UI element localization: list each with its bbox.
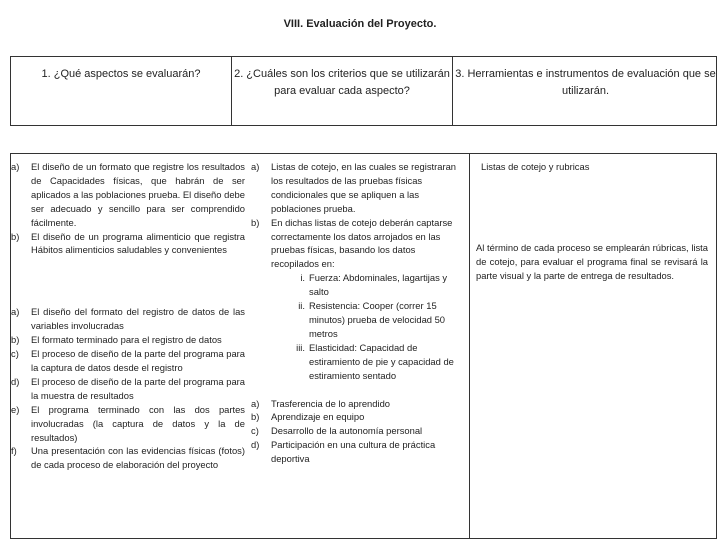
list-item <box>251 216 465 272</box>
list-marker: c) <box>11 348 19 360</box>
aspects-column <box>11 154 251 538</box>
list-text: El diseño del formato del registro de datos de las variables involucradas <box>31 306 245 332</box>
list-text: Elasticidad: Capacidad de estiramiento de pie y capacidad de estiramiento sentado <box>309 341 454 381</box>
list-text: Participación en una cultura de práctica deportiva <box>271 439 436 465</box>
list-text: Listas de cotejo, en las cuales se registraran los resultados de las pruebas físicas condicionales que se apliquen a las poblaciones prueba. <box>271 161 456 214</box>
list-marker: a) <box>11 161 20 172</box>
list-marker: d) <box>251 439 260 451</box>
list-item <box>11 230 245 258</box>
list-marker: e) <box>11 403 20 415</box>
sub-list-item <box>298 299 465 341</box>
list-marker: b) <box>251 216 260 228</box>
list-text: El formato terminado para el registro de datos <box>31 334 222 346</box>
list-marker: b) <box>11 230 20 242</box>
list-text: Resistencia: Cooper (correr 15 minutos) prueba de velocidad 50 metros <box>309 300 446 339</box>
list-marker: c) <box>251 425 259 437</box>
list-text: Aprendizaje en equipo <box>271 411 365 423</box>
list-marker: i. <box>300 272 305 284</box>
tools-column <box>469 154 718 538</box>
page-title: VIII. Evaluación del Proyecto. <box>283 18 437 30</box>
list-item <box>11 403 245 445</box>
content-table <box>10 153 717 539</box>
tools-description: Al término de cada proceso se emplearán rúbricas, lista de cotejo, para evaluar el programa final se revisará la parte visual y la parte de entrega de resultados. <box>476 241 708 281</box>
list-text: El proceso de diseño de la parte del programa para la captura de datos desde el registro <box>31 348 245 373</box>
header-aspects: 1. ¿Qué aspectos se evaluarán? <box>41 68 201 80</box>
sub-list-item <box>296 341 465 383</box>
list-marker: a) <box>251 161 260 172</box>
list-item <box>11 160 245 230</box>
list-marker: b) <box>11 334 20 346</box>
list-marker: a) <box>11 306 20 318</box>
list-marker: ii. <box>298 300 305 312</box>
list-item <box>11 347 245 375</box>
list-item <box>11 333 245 347</box>
list-marker: iii. <box>296 341 305 353</box>
list-item <box>11 375 245 403</box>
list-item <box>11 444 245 472</box>
list-marker: b) <box>251 411 260 423</box>
list-text: En dichas listas de cotejo deberán captarse correctamente los datos arrojados en las pruebas físicas, basando los datos recopilados en: <box>271 216 453 270</box>
list-marker: a) <box>251 397 260 409</box>
list-text: Fuerza: Abdominales, lagartijas y salto <box>309 272 448 298</box>
list-text: Trasferencia de lo aprendido <box>271 397 390 409</box>
criteria-column <box>251 154 469 538</box>
header-tools: 3. Herramientas e instrumentos de evaluación que se utilizarán. <box>455 68 716 97</box>
list-text: El diseño de un programa alimenticio que registra Hábitos alimenticios saludables y convenientes <box>31 230 245 256</box>
list-item <box>251 160 465 216</box>
sub-list-item <box>300 271 465 299</box>
header-criteria: 2. ¿Cuáles son los criterios que se utilizarán para evaluar cada aspecto? <box>231 57 453 125</box>
list-item <box>251 438 465 466</box>
list-text: El programa terminado con las dos partes involucradas (la captura de datos y la de resultados) <box>31 403 245 443</box>
list-text: El proceso de diseño de la parte del programa para la muestra de resultados <box>31 375 245 401</box>
tools-summary: Listas de cotejo y rubricas <box>481 161 590 172</box>
list-text: Una presentación con las evidencias físicas (fotos) de cada proceso de elaboración del proyecto <box>31 445 245 471</box>
list-item <box>251 410 465 424</box>
list-item <box>11 305 245 333</box>
list-marker: d) <box>11 375 20 387</box>
list-text: El diseño de un formato que registre los resultados de Capacidades físicas, que habrán de ser aplicados a las poblaciones prueba. El diseño debe ser adecuado y sencillo para ser comprendido fácilmente. <box>31 161 245 228</box>
list-item <box>251 424 465 438</box>
list-marker: f) <box>11 445 17 457</box>
header-table <box>10 56 717 126</box>
list-item <box>251 397 465 411</box>
list-text: Desarrollo de la autonomía personal <box>271 425 423 437</box>
